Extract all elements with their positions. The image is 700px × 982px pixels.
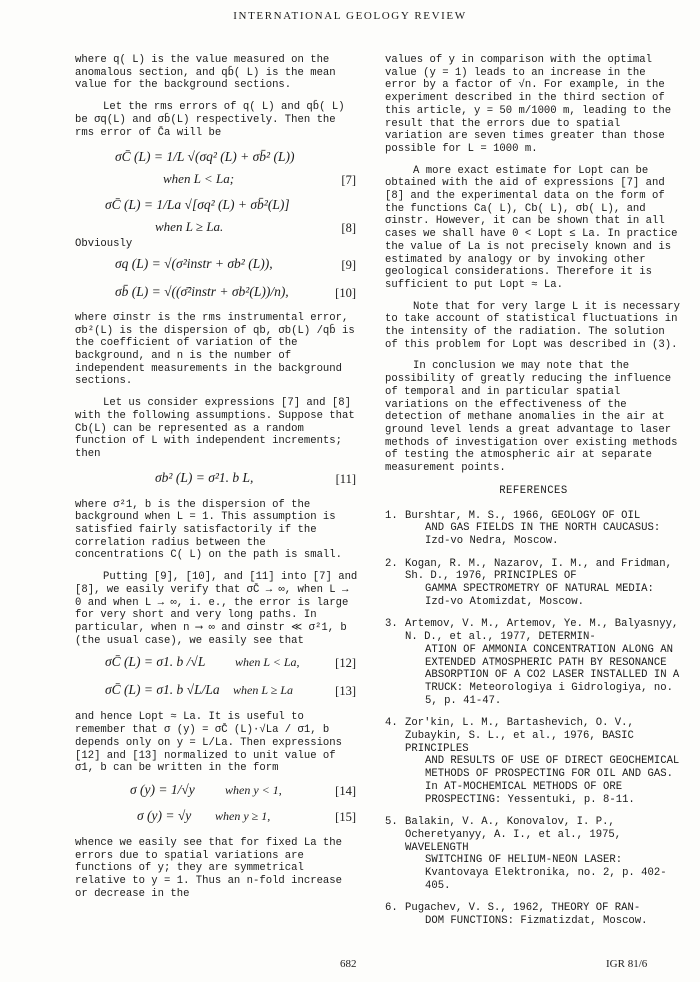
paragraph: where σinstr is the rms instrumental error, σb²(L) is the dispersion of qb, σb(L) /qb̄ is the coefficient of variation of the background, and n is the number of independent measurements in the background sections. <box>75 311 355 388</box>
references-heading: REFERENCES <box>499 484 568 497</box>
reference-list <box>385 510 682 928</box>
equation-number: [9] <box>341 257 356 272</box>
equation-condition: when L ≥ La <box>233 683 294 698</box>
equation-number: [13] <box>335 684 356 699</box>
reference-item <box>385 902 682 927</box>
reference-number: 1. <box>385 509 398 522</box>
running-header: INTERNATIONAL GEOLOGY REVIEW <box>233 10 467 22</box>
paragraph: Let the rms errors of q( L) and qb̄( L) be σq(L) and σb̄(L) respectively. Then the rms error of C̄a will be <box>75 101 345 139</box>
reference-text: Zor'kin, L. M., Bartashevich, O. V., Zubaykin, S. L., et al., 1976, BASIC PRINCIPLES <box>405 717 634 755</box>
reference-text: Balakin, V. A., Konovalov, I. P., Ocheretyanyy, A. I., et al., 1975, WAVELENGTH <box>405 816 622 854</box>
reference-text: SWITCHING OF HELIUM-NEON LASER: Kvantovaya Elektronika, no. 2, p. 402-405. <box>425 854 667 892</box>
reference-number: 2. <box>385 557 398 570</box>
paragraph: values of y in comparison with the optimal value (y = 1) leads to an increase in the error by a factor of √n. For example, in the experiment described in the third section of this article, y = 50 m/1000 m, leading to the result that the errors due to spatial variation are seven times greater than those possible for L = 1000 m. <box>385 54 672 155</box>
equation-15 <box>75 807 360 831</box>
equation-number: [14] <box>335 783 356 798</box>
reference-number: 5. <box>385 816 398 829</box>
reference-text: Pugachev, V. S., 1962, THEORY OF RAN- <box>405 902 641 915</box>
reference-item <box>385 510 682 548</box>
equation-9 <box>75 255 360 279</box>
reference-text: AND RESULTS OF USE OF DIRECT GEOCHEMICAL METHODS OF PROSPECTING FOR OIL AND GAS. In AT-MOCHEMICAL METHODS OF ORE PROSPECTING: Yessentuki, p. 8-11. <box>425 755 680 806</box>
reference-text: ATION OF AMMONIA CONCENTRATION ALONG AN EXTENDED ATMOSPHERIC PATH BY RESONANCE ABSORPTION OF A CO2 LASER INSTALLED IN A TRUCK: Meteorologiya i Gidrologiya, no. 5, p. 41-47. <box>425 643 680 707</box>
equation-number: [11] <box>335 471 356 486</box>
reference-item <box>385 816 682 892</box>
paragraph: Let us consider expressions [7] and [8] with the following assumptions. Suppose that Cb(L) can be represented as a random function of L with independent increments; then <box>75 397 355 460</box>
equation-11 <box>75 469 360 493</box>
issue-id: IGR 81/6 <box>606 958 648 970</box>
equation-formula: σ (y) = √y <box>137 807 192 823</box>
reference-number: 3. <box>385 618 398 631</box>
equation-12 <box>75 653 360 677</box>
equation-formula: σq (L) = √(σ²instr + σb² (L)), <box>115 255 273 271</box>
equation-formula: σC̄ (L) = 1/La √[σq² (L) + σb̄²(L)] <box>105 197 290 213</box>
equation-number: [12] <box>335 656 356 671</box>
equation-formula: σC̄ (L) = σ1. b /√L <box>105 654 206 670</box>
paragraph: A more exact estimate for Lopt can be obtained with the aid of expressions [7] and [8] and the experimental data on the form of the functions Ca( L), Cb( L), σb( L), and σinstr. However, it can be shown that in all cases we shall have 0 < Lopt ≤ La. In practice the value of La is not precisely known and is estimated by analogy or by invoking other geological considerations. Therefore it is sufficient to put Lopt ≈ La. <box>385 164 678 291</box>
equation-formula: σb² (L) = σ²1. b L, <box>155 469 254 485</box>
equation-10 <box>75 283 360 307</box>
equation-formula: σC̄ (L) = σ1. b √L/La <box>105 682 220 698</box>
equation-condition: when L < La, <box>235 655 300 670</box>
reference-text: Kogan, R. M., Nazarov, I. M., and Fridman, Sh. D., 1976, PRINCIPLES OF <box>405 557 673 583</box>
paragraph: and hence Lopt ≈ La. It is useful to remember that σ (y) = σC̄ (L)·√La / σ1, b depends only on y = L/La. Then expressions [12] and [13] normalized to unit value of σ1, b can be written in the form <box>75 711 343 775</box>
paragraph: Obviously <box>75 238 133 251</box>
reference-text: AND GAS FIELDS IN THE NORTH CAUCASUS: Izd-vo Nedra, Moscow. <box>425 522 661 547</box>
reference-text: Burshtar, M. S., 1966, GEOLOGY OF OIL <box>405 509 641 522</box>
reference-text: Artemov, V. M., Artemov, Ye. M., Balyasnyy, N. D., et al., 1977, DETERMIN- <box>405 618 679 644</box>
equation-condition: when L < La; <box>163 171 235 187</box>
paragraph: where σ²1, b is the dispersion of the background when L = 1. This assumption is satisfied fairly satisfactorily if the correlation radius between the concentrations C( L) on the path is small. <box>75 498 343 562</box>
paragraph: Putting [9], [10], and [11] into [7] and [8], we easily verify that σC̄ → ∞, when L → 0 and when L → ∞, i. e., the error is large for very short and very long paths. In particular, when n ⟶ ∞ and σinstr ≪ σ²1, b (the usual case), we easily see that <box>75 571 358 647</box>
equation-condition: when y ≥ 1, <box>215 808 271 823</box>
equation-number: [7] <box>341 173 356 188</box>
equation-8-condition <box>75 220 360 238</box>
equation-number: [8] <box>341 221 356 236</box>
right-column <box>385 54 682 938</box>
equation-8 <box>75 196 360 220</box>
paragraph: whence we easily see that for fixed La the errors due to spatial variations are functions of y; they are symmetrical relative to y = 1. Thus an n-fold increase or decrease in the <box>75 836 343 900</box>
equation-formula: σb̄ (L) = √((σ̄²instr + σb²(L))/n), <box>115 283 289 299</box>
reference-item <box>385 558 682 609</box>
reference-text: DOM FUNCTIONS: Fizmatizdat, Moscow. <box>425 915 648 928</box>
equation-number: [10] <box>335 285 356 300</box>
left-column <box>75 54 360 900</box>
reference-item <box>385 618 682 707</box>
page-number: 682 <box>340 958 357 970</box>
paragraph: In conclusion we may note that the possibility of greatly reducing the influence of temporal and in particular spatial variations on the effectiveness of the detection of methane anomalies in the air at ground level lends a great advantage to laser methods of investigation over existing methods of testing the atmospheric air at separate measurement points. <box>385 360 678 475</box>
equation-condition: when y < 1, <box>225 782 282 797</box>
equation-condition: when L ≥ La. <box>155 219 224 235</box>
equation-7-condition <box>75 172 360 190</box>
equation-13 <box>75 681 360 705</box>
reference-number: 6. <box>385 902 398 915</box>
reference-number: 4. <box>385 717 398 730</box>
paragraph: Note that for very large L it is necessary to take account of statistical fluctuations in the intensity of the radiation. The solution of this problem for Lopt was described in (3). <box>385 300 681 351</box>
reference-item <box>385 717 682 806</box>
equation-formula: σC̄ (L) = 1/L √(σq² (L) + σb̄² (L)) <box>115 149 295 165</box>
equation-7 <box>75 148 360 172</box>
reference-text: GAMMA SPECTROMETRY OF NATURAL MEDIA: Izd-vo Atomizdat, Moscow. <box>425 583 654 608</box>
equation-14 <box>75 781 360 805</box>
equation-number: [15] <box>335 809 356 824</box>
equation-formula: σ (y) = 1/√y <box>130 781 195 797</box>
paragraph: where q( L) is the value measured on the anomalous section, and qb̄( L) is the mean value for the background sections. <box>75 54 336 92</box>
